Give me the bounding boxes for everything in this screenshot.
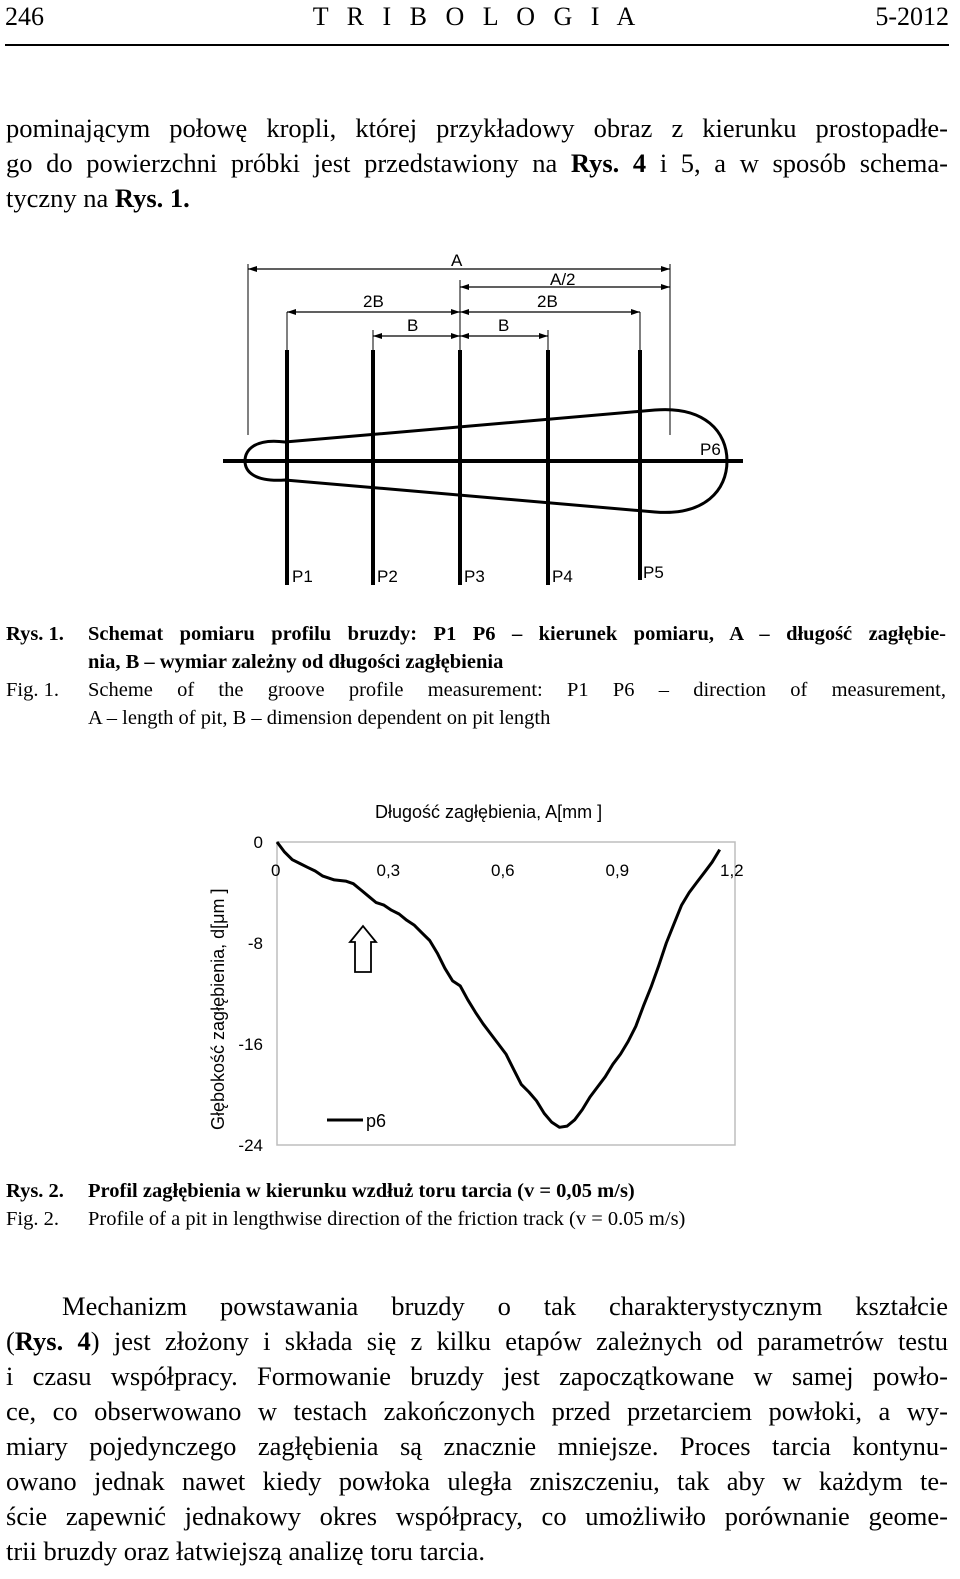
- dim-label-A: A: [451, 251, 463, 270]
- text-line: ście zapewnić jednakowy okres współpracy, co umożliwiło porównanie geome-: [6, 1501, 948, 1531]
- x-tick-label: 0,6: [491, 861, 515, 880]
- caption-text: Profile of a pit in lengthwise direction of the friction track (v = 0.05 m/s): [88, 1208, 686, 1230]
- y-tick-label: -8: [247, 934, 263, 953]
- figure-reference: Rys. 4: [14, 1326, 91, 1356]
- intro-paragraph: [6, 111, 948, 216]
- point-label-p3: P3: [464, 567, 485, 586]
- caption-text: A – length of pit, B – dimension dependent on pit length: [88, 707, 551, 729]
- caption-row: [6, 704, 946, 732]
- dim-label-B-right: B: [498, 316, 510, 335]
- caption-row: [6, 676, 946, 704]
- y-tick-label: 0: [253, 833, 263, 852]
- text-span: go do powierzchni próbki jest przedstawiony na: [6, 148, 571, 178]
- y-axis-title: Głębokość zagłębienia, d[μm ]: [208, 888, 228, 1130]
- legend: [327, 1111, 386, 1131]
- pit-profile-chart: [195, 790, 775, 1170]
- issue-number: 5-2012: [875, 2, 949, 31]
- x-tick-label: 0,9: [605, 861, 630, 880]
- journal-title: T R I B O L O G I A: [312, 2, 642, 31]
- caption-row: [6, 1177, 946, 1205]
- arrow-heads: [248, 266, 670, 339]
- text-span: (: [6, 1326, 15, 1356]
- caption-row: [6, 1205, 946, 1233]
- measurement-scheme-figure: [215, 250, 745, 595]
- page-number: 246: [5, 2, 44, 31]
- text-line: pominającym połowę kropli, której przykładowy obraz z kierunku prostopadłe-: [6, 113, 948, 143]
- figure-reference: Rys. 1.: [114, 183, 190, 213]
- x-tick-label: 0,3: [376, 861, 401, 880]
- arrow-up-icon: [350, 926, 376, 972]
- x-tick-label: 1,2: [720, 861, 744, 880]
- text-line: owano jednak nawet kiedy powłoka uległa zniszczeniu, tak aby w każdym te-: [6, 1466, 948, 1496]
- point-label-p6: P6: [700, 440, 721, 459]
- text-span: i 5, a w sposób schema-: [646, 148, 948, 178]
- dim-label-A2: A/2: [550, 270, 576, 289]
- text-line: Mechanizm powstawania bruzdy o tak charakterystycznym kształcie: [62, 1291, 948, 1321]
- text-span: ) jest złożony i składa się z kilku etapów zależnych od parametrów testu: [90, 1326, 948, 1356]
- text-line: miary pojedynczego zagłębienia są znacznie mniejsze. Proces tarcia kontynu-: [6, 1431, 948, 1461]
- dim-label-2B-right: 2B: [537, 292, 558, 311]
- series-line-p6: [277, 842, 720, 1127]
- point-label-p2: P2: [377, 567, 398, 586]
- body-paragraph: [6, 1289, 948, 1569]
- caption-row: [6, 620, 946, 648]
- figure2-caption: [6, 1177, 946, 1233]
- point-label-p4: P4: [552, 567, 573, 586]
- y-tick-label: -16: [238, 1035, 263, 1054]
- text-line: trii bruzdy oraz łatwiejszą analizę toru tarcia.: [6, 1536, 485, 1566]
- y-tick-label: -24: [238, 1136, 263, 1155]
- caption-label: Fig. 1.: [6, 679, 59, 701]
- point-label-p1: P1: [292, 567, 313, 586]
- x-axis-title: Długość zagłębienia, A[mm ]: [375, 802, 603, 822]
- text-line: ce, co obserwowano w testach zakończonych przed przetarciem powłoki, a wy-: [6, 1396, 948, 1426]
- figure-reference: Rys. 4: [570, 148, 647, 178]
- caption-text: Schemat pomiaru profilu bruzdy: P1 P6 – kierunek pomiaru, A – długość zagłębie-: [88, 623, 946, 645]
- legend-label: p6: [366, 1111, 387, 1131]
- x-tick-label: 0: [271, 861, 281, 880]
- caption-text: Scheme of the groove profile measurement: P1 P6 – direction of measurement,: [88, 679, 946, 701]
- text-span: tyczny na: [6, 183, 115, 213]
- caption-label: Fig. 2.: [6, 1208, 59, 1230]
- caption-row: [6, 648, 946, 676]
- figure1-caption: [6, 620, 946, 732]
- caption-label: Rys. 2.: [6, 1180, 64, 1202]
- page-header: [5, 0, 949, 46]
- caption-label: Rys. 1.: [6, 623, 64, 645]
- dim-label-B-left: B: [407, 316, 419, 335]
- plot-border: [277, 842, 735, 1145]
- text-line: [6, 1324, 948, 1359]
- text-line: [6, 181, 948, 216]
- point-label-p5: P5: [643, 563, 664, 582]
- text-line: i czasu współpracy. Formowanie bruzdy jest zapoczątkowane w samej powło-: [6, 1361, 948, 1391]
- caption-text: nia, B – wymiar zależny od długości zagłębienia: [88, 651, 504, 673]
- text-line: [6, 146, 948, 181]
- caption-text: Profil zagłębienia w kierunku wzdłuż toru tarcia (v = 0,05 m/s): [88, 1180, 635, 1202]
- dim-label-2B-left: 2B: [363, 292, 384, 311]
